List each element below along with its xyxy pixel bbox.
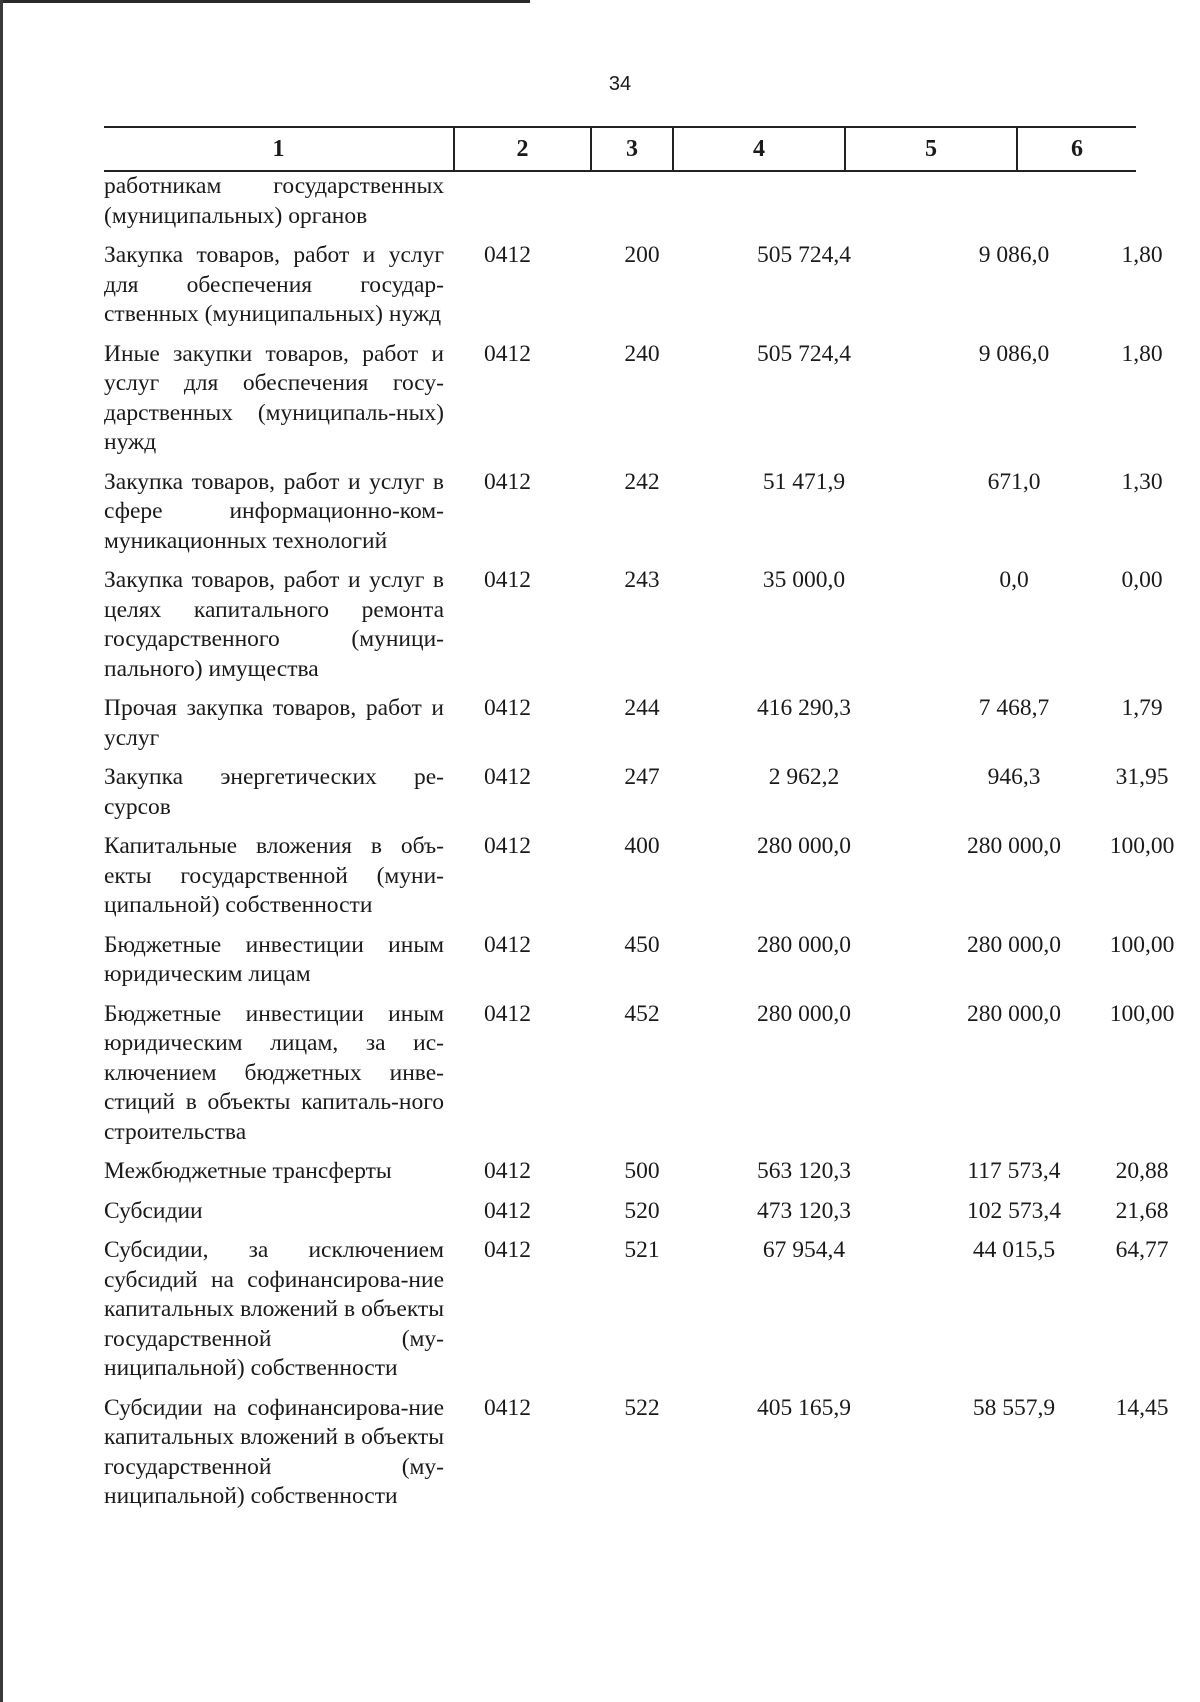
row-planned-amount: 416 290,3: [757, 695, 851, 721]
table-row: [104, 1000, 1175, 1148]
row-expense-type: 247: [624, 764, 660, 790]
row-description: Прочая закупка товаров, работ и услуг: [104, 695, 444, 751]
left-border-line: [0, 0, 3, 1702]
row-percent: 100,00: [1109, 931, 1175, 958]
table-row: [104, 694, 1163, 753]
row-planned-amount: 280 000,0: [757, 931, 851, 958]
row-percent: 31,95: [1115, 764, 1169, 790]
row-planned-amount: 563 120,3: [757, 1158, 851, 1184]
header-col-5: 5: [925, 136, 937, 162]
header-col-2: 2: [516, 136, 529, 162]
row-actual-amount: 0,0: [999, 567, 1029, 593]
row-description: Межбюджетные трансферты: [104, 1158, 392, 1184]
row-planned-amount: 280 000,0: [757, 1000, 851, 1027]
row-description: Субсидии: [104, 1197, 203, 1224]
row-section-code: 0412: [484, 1197, 531, 1224]
row-actual-amount: 280 000,0: [967, 833, 1061, 859]
row-planned-amount: 2 962,2: [768, 764, 840, 790]
header-col-1: 1: [272, 136, 285, 162]
row-actual-amount: 280 000,0: [967, 931, 1061, 958]
row-section-code: 0412: [484, 695, 531, 721]
table-row: [104, 1394, 1169, 1512]
row-description: Капитальные вложения в объ-екты государственной (муни-ципальной) собственности: [104, 833, 444, 918]
row-section-code: 0412: [484, 567, 531, 593]
row-expense-type: 522: [624, 1394, 660, 1421]
row-description: Закупка товаров, работ и услуг в сфере информационно-ком-муникационных технологий: [104, 468, 444, 554]
row-description: Закупка товаров, работ и услуг для обеспечения государ-ственных (муниципальных) нужд: [104, 242, 444, 327]
row-planned-amount: 505 724,4: [757, 242, 851, 268]
row-planned-amount: 51 471,9: [762, 468, 846, 495]
row-actual-amount: 671,0: [987, 468, 1041, 495]
header-col-3: 3: [626, 136, 638, 162]
table-row: [104, 468, 1163, 557]
row-section-code: 0412: [484, 1237, 531, 1263]
row-section-code: 0412: [484, 931, 531, 958]
row-actual-amount: 58 557,9: [972, 1394, 1056, 1421]
table-body: [104, 172, 1175, 1512]
row-expense-type: 452: [624, 1000, 660, 1027]
budget-table: [104, 126, 1175, 1512]
table-row: [104, 566, 1163, 684]
table-row: [104, 172, 1136, 231]
row-percent: 64,77: [1115, 1237, 1169, 1263]
row-actual-amount: 9 086,0: [978, 340, 1050, 367]
row-percent: 0,00: [1121, 567, 1163, 593]
row-description: Бюджетные инвестиции иным юридическим лицам, за ис-ключением бюджетных инве-стиций в объекты капиталь-ного строительства: [104, 1000, 444, 1145]
row-section-code: 0412: [484, 833, 531, 859]
table-row: [104, 241, 1163, 330]
row-planned-amount: 67 954,4: [762, 1237, 846, 1263]
table-row: [104, 832, 1175, 921]
row-actual-amount: 946,3: [987, 764, 1041, 790]
row-description: Субсидии, за исключением субсидий на софинансирова-ние капитальных вложений в объекты государственной (му-ниципальной) собственности: [104, 1237, 444, 1381]
row-description: Закупка товаров, работ и услуг в целях капитального ремонта государственного (муници-пального) имущества: [104, 567, 444, 682]
table-row: [104, 1197, 1169, 1227]
row-expense-type: 200: [624, 242, 660, 268]
row-expense-type: 240: [624, 340, 660, 367]
row-section-code: 0412: [484, 1158, 531, 1184]
row-expense-type: 400: [624, 833, 660, 859]
header-col-4: 4: [753, 136, 765, 162]
row-section-code: 0412: [484, 242, 531, 268]
row-percent: 1,80: [1121, 242, 1163, 268]
table-row: [104, 340, 1163, 458]
row-section-code: 0412: [484, 1394, 531, 1421]
table-row: [104, 763, 1169, 822]
row-description: Закупка энергетических ре-сурсов: [104, 764, 444, 820]
row-description: работникам государственных (муниципальных) органов: [104, 173, 444, 229]
top-border-line: [0, 0, 530, 3]
row-actual-amount: 117 573,4: [967, 1158, 1061, 1184]
row-section-code: 0412: [484, 340, 531, 367]
row-expense-type: 244: [624, 695, 660, 721]
row-description: Иные закупки товаров, работ и услуг для обеспечения госу-дарственных (муниципаль-ных) нужд: [104, 340, 444, 455]
row-expense-type: 521: [624, 1237, 660, 1263]
row-planned-amount: 35 000,0: [762, 567, 846, 593]
row-actual-amount: 9 086,0: [978, 242, 1050, 268]
row-percent: 21,68: [1115, 1197, 1169, 1224]
row-expense-type: 242: [624, 468, 660, 495]
row-percent: 1,80: [1121, 340, 1163, 367]
row-section-code: 0412: [484, 764, 531, 790]
row-expense-type: 243: [624, 567, 660, 593]
header-col-6: 6: [1071, 136, 1083, 162]
row-percent: 1,79: [1121, 695, 1163, 721]
row-planned-amount: 405 165,9: [757, 1394, 851, 1421]
row-planned-amount: 505 724,4: [757, 340, 851, 367]
row-actual-amount: 280 000,0: [967, 1000, 1061, 1027]
row-description: Бюджетные инвестиции иным юридическим лицам: [104, 931, 444, 987]
row-description: Субсидии на софинансирова-ние капитальных вложений в объекты государственной (му-ниципальной) собственности: [104, 1394, 444, 1509]
table-header: [104, 126, 1136, 172]
row-percent: 100,00: [1109, 833, 1175, 859]
row-expense-type: 450: [624, 931, 660, 958]
row-planned-amount: 280 000,0: [757, 833, 851, 859]
row-percent: 100,00: [1109, 1000, 1175, 1027]
row-section-code: 0412: [484, 1000, 531, 1027]
row-percent: 1,30: [1121, 468, 1163, 495]
page-number: 34: [608, 73, 632, 95]
row-actual-amount: 44 015,5: [972, 1237, 1056, 1263]
row-actual-amount: 102 573,4: [967, 1197, 1061, 1224]
row-section-code: 0412: [484, 468, 531, 495]
row-planned-amount: 473 120,3: [757, 1197, 851, 1224]
table-row: [104, 1236, 1169, 1384]
table-row: [104, 1157, 1169, 1187]
row-actual-amount: 7 468,7: [978, 695, 1050, 721]
row-percent: 20,88: [1115, 1158, 1169, 1184]
table-row: [104, 931, 1175, 990]
row-expense-type: 500: [624, 1158, 660, 1184]
row-expense-type: 520: [624, 1197, 660, 1224]
row-percent: 14,45: [1115, 1394, 1169, 1421]
